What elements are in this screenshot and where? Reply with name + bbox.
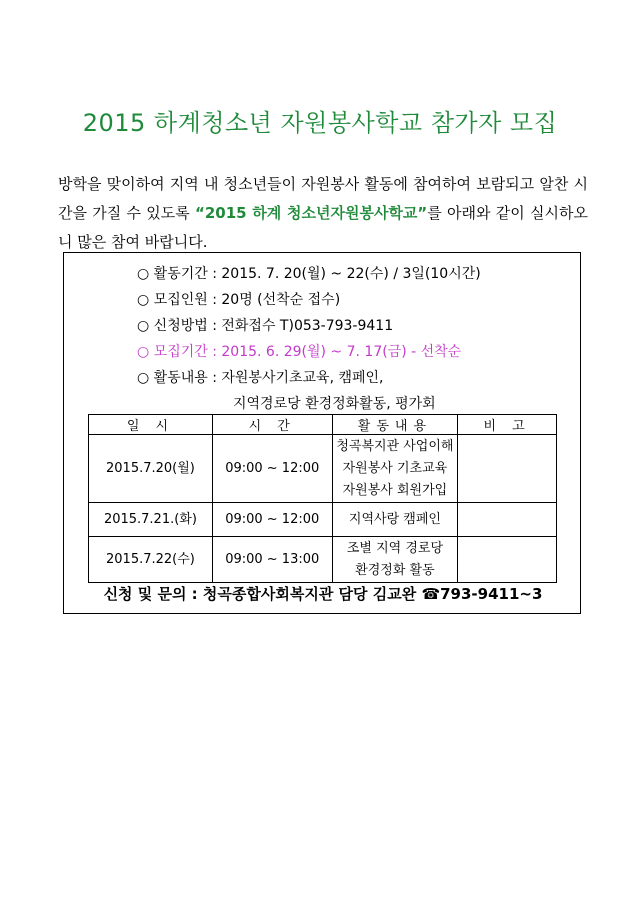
table-row <box>89 435 557 503</box>
activity-line: 환경정화 활동 <box>355 562 435 578</box>
phone-icon: ☎ <box>421 585 441 603</box>
cell-activity <box>332 435 458 503</box>
intro-text-after: 를 아래와 같이 실시하오니 많은 참여 바랍니다. <box>58 204 588 251</box>
table-header-row <box>89 415 557 435</box>
intro-highlight: “2015 하계 청소년자원봉사학교” <box>194 204 428 222</box>
info-recruitment-period: ○ 모집기간 : 2015. 6. 29(월) ~ 7. 17(금) - 선착순 <box>137 344 462 360</box>
info-activity-content-cont: 지역경로당 환경정화활동, 평가회 <box>233 396 436 412</box>
info-application-method: ○ 신청방법 : 전화접수 T)053-793-9411 <box>137 318 394 334</box>
contact-text: 신청 및 문의 : 청곡종합사회복지관 담당 김교완 <box>103 585 422 603</box>
info-list <box>137 261 481 417</box>
activity-line: 자원봉사 회원가입 <box>342 482 448 498</box>
cell-date: 2015.7.21.(화) <box>89 503 213 537</box>
header-note: 비 고 <box>458 415 557 435</box>
cell-activity <box>332 537 458 583</box>
info-activity-content: ○ 활동내용 : 자원봉사기초교육, 캠페인, <box>137 370 384 386</box>
cell-note <box>458 537 557 583</box>
schedule-table <box>88 414 557 583</box>
cell-time: 09:00 ~ 13:00 <box>212 537 332 583</box>
cell-activity <box>332 503 458 537</box>
table-row <box>89 537 557 583</box>
page-title: 2015 하계청소년 자원봉사학교 참가자 모집 <box>82 109 558 137</box>
details-box <box>63 252 581 614</box>
activity-line: 자원봉사 기초교육 <box>342 460 448 476</box>
cell-time: 09:00 ~ 12:00 <box>212 503 332 537</box>
intro-paragraph <box>58 170 588 257</box>
header-activity: 활동내용 <box>332 415 458 435</box>
cell-date: 2015.7.20(월) <box>89 435 213 503</box>
cell-date: 2015.7.22(수) <box>89 537 213 583</box>
cell-note <box>458 435 557 503</box>
table-row <box>89 503 557 537</box>
info-capacity: ○ 모집인원 : 20명 (선착순 접수) <box>137 292 341 308</box>
activity-line: 청곡복지관 사업이해 <box>336 438 454 454</box>
header-date: 일 시 <box>89 415 213 435</box>
cell-time: 09:00 ~ 12:00 <box>212 435 332 503</box>
activity-line: 지역사랑 캠페인 <box>348 511 441 527</box>
activity-line: 조별 지역 경로당 <box>346 540 443 556</box>
info-activity-period: ○ 활동기간 : 2015. 7. 20(월) ~ 22(수) / 3일(10시간) <box>137 266 481 282</box>
intro-text-before: 방학을 맞이하여 지역 내 청소년들이 자원봉사 활동에 참여하여 보람되고 알찬 시간을 가질 수 있도록 <box>58 175 588 222</box>
contact-phone: 793-9411~3 <box>440 585 543 603</box>
cell-note <box>458 503 557 537</box>
header-time: 시 간 <box>212 415 332 435</box>
contact-line <box>64 583 582 604</box>
